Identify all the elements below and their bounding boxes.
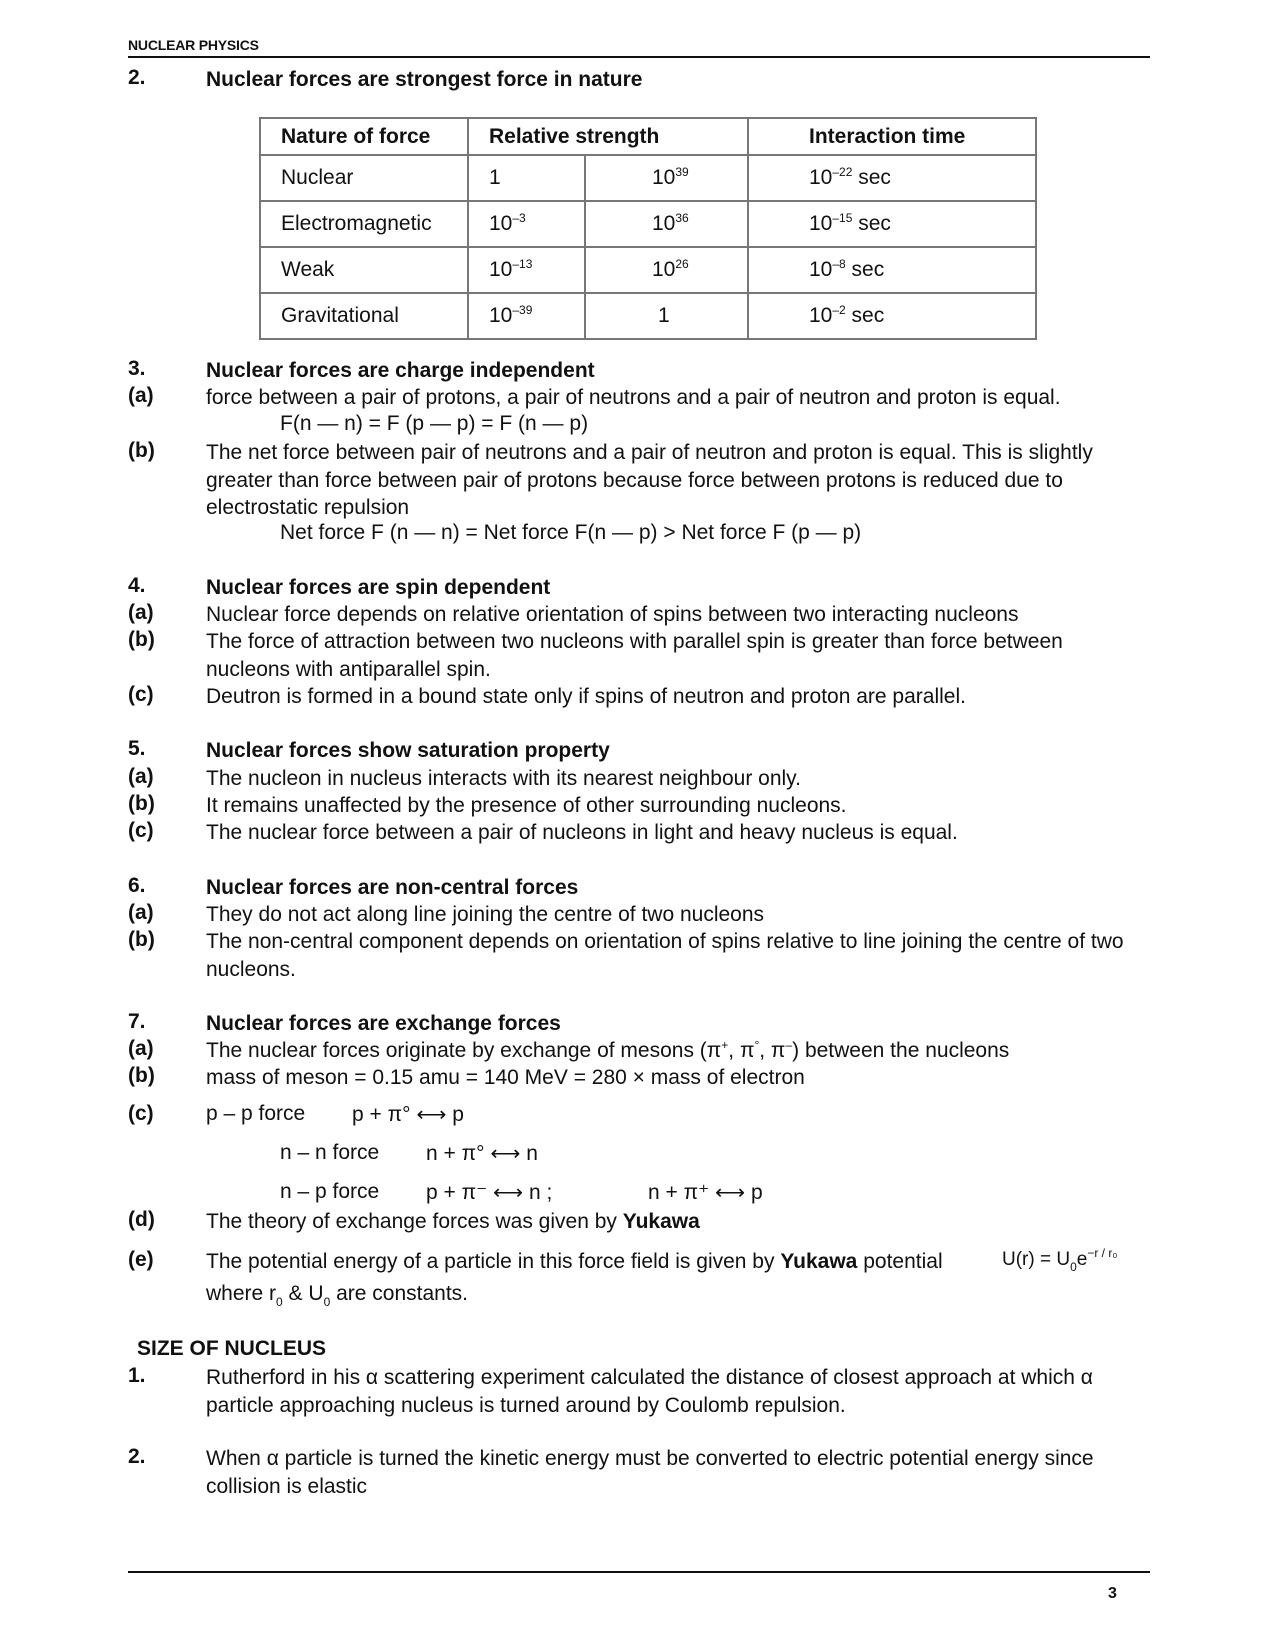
item-label: (b) bbox=[128, 792, 155, 815]
col-header-time: Interaction time bbox=[748, 118, 1036, 155]
force-name: Electromagnetic bbox=[260, 201, 468, 247]
text-part: are constants. bbox=[330, 1282, 468, 1305]
item-text bbox=[206, 1037, 1156, 1065]
exponent: −r / r₀ bbox=[1087, 1246, 1118, 1260]
section-heading: SIZE OF NUCLEUS bbox=[137, 1337, 327, 1360]
reaction-name: n – p force bbox=[280, 1180, 380, 1203]
item-text: Rutherford in his α scattering experiment calculated the distance of closest approach at which α particle approaching nucleus is turned around by Coulomb repulsion. bbox=[206, 1366, 1093, 1417]
section-number: 6. bbox=[128, 874, 146, 897]
rel-strength-b bbox=[585, 247, 748, 293]
item-label: (a) bbox=[128, 601, 154, 624]
exponent: –15 bbox=[832, 211, 853, 225]
reaction-equation: p + π° ⟷ p bbox=[352, 1103, 464, 1126]
formula-lhs: U(r) = U bbox=[1002, 1249, 1071, 1270]
exponent: –8 bbox=[832, 257, 846, 271]
item-text: The net force between pair of neutrons and a pair of neutron and proton is equal. This is slightly greater than force between pair of protons because force between protons is reduced due to electrostatic repulsion bbox=[206, 441, 1093, 519]
page-number: 3 bbox=[1108, 1585, 1117, 1602]
section-title: Nuclear forces are charge independent bbox=[206, 359, 595, 382]
rel-strength-b: 1 bbox=[585, 293, 748, 339]
section-title: Nuclear forces are spin dependent bbox=[206, 576, 551, 599]
item-label: (b) bbox=[128, 439, 155, 462]
item-text: The nuclear force between a pair of nucleons in light and heavy nucleus is equal. bbox=[206, 821, 958, 844]
item-label: 1. bbox=[128, 1364, 146, 1387]
text-part: The potential energy of a particle in this force field is given by bbox=[206, 1250, 781, 1273]
reaction-equation: n + π° ⟷ n bbox=[426, 1142, 538, 1165]
section-title: Nuclear forces are non-central forces bbox=[206, 876, 579, 899]
col-header-strength: Relative strength bbox=[468, 118, 748, 155]
rel-strength-a: 1 bbox=[468, 155, 585, 201]
exp-base: e bbox=[1076, 1249, 1088, 1270]
exponent: 39 bbox=[675, 165, 689, 179]
table-header-row bbox=[260, 118, 1036, 155]
item-label: (a) bbox=[128, 384, 154, 407]
base: 10 bbox=[489, 258, 513, 281]
item-label: (a) bbox=[128, 901, 154, 924]
section-title: Nuclear forces are exchange forces bbox=[206, 1012, 561, 1035]
section-number: 7. bbox=[128, 1010, 146, 1033]
rel-strength-b bbox=[585, 155, 748, 201]
base: 10 bbox=[809, 258, 833, 281]
item-label: (c) bbox=[128, 819, 154, 842]
force-name: Nuclear bbox=[260, 155, 468, 201]
text-part: potential bbox=[857, 1250, 943, 1273]
base: 10 bbox=[652, 166, 676, 189]
subscript: 0 bbox=[276, 1295, 283, 1309]
item-text: It remains unaffected by the presence of other surrounding nucleons. bbox=[206, 794, 847, 817]
item-text bbox=[206, 1280, 1156, 1308]
yukawa-formula bbox=[1002, 1246, 1118, 1274]
item-label: 2. bbox=[128, 1445, 146, 1468]
item-text: Nuclear force depends on relative orientation of spins between two interacting nucleons bbox=[206, 603, 1019, 626]
header-rule bbox=[128, 56, 1150, 58]
section-number: 4. bbox=[128, 574, 146, 597]
unit: sec bbox=[852, 212, 891, 235]
text-part: , π bbox=[759, 1039, 786, 1062]
interaction-time bbox=[748, 293, 1036, 339]
exponent: –22 bbox=[832, 165, 853, 179]
item-text: Deutron is formed in a bound state only if spins of neutron and proton are parallel. bbox=[206, 685, 966, 708]
text-part: The theory of exchange forces was given by bbox=[206, 1210, 623, 1233]
base: 10 bbox=[809, 212, 833, 235]
item-label: (b) bbox=[128, 628, 155, 651]
item-text: The nucleon in nucleus interacts with its nearest neighbour only. bbox=[206, 767, 801, 790]
superscript: – bbox=[785, 1038, 793, 1052]
unit: sec bbox=[845, 258, 885, 281]
item-text: mass of meson = 0.15 amu = 140 MeV = 280 × mass of electron bbox=[206, 1066, 805, 1089]
rel-strength-b bbox=[585, 201, 748, 247]
text-part: & U bbox=[282, 1282, 324, 1305]
base: 10 bbox=[652, 212, 676, 235]
yukawa-name: Yukawa bbox=[622, 1210, 700, 1233]
equation: F(n — n) = F (p — p) = F (n — p) bbox=[280, 412, 589, 435]
item-text: They do not act along line joining the centre of two nucleons bbox=[206, 903, 765, 926]
exponent: 36 bbox=[675, 211, 689, 225]
force-comparison-table bbox=[259, 117, 1037, 340]
section-title: Nuclear forces show saturation property bbox=[206, 739, 610, 762]
interaction-time bbox=[748, 155, 1036, 201]
exponent: 26 bbox=[675, 257, 689, 271]
section-number: 3. bbox=[128, 357, 146, 380]
superscript: ° bbox=[754, 1038, 760, 1052]
base: 10 bbox=[809, 304, 833, 327]
reaction-equation: n + π⁺ ⟷ p bbox=[648, 1181, 763, 1204]
reaction-name: n – n force bbox=[280, 1141, 380, 1164]
table-row bbox=[260, 155, 1036, 201]
subscript: 0 bbox=[323, 1295, 331, 1309]
interaction-time bbox=[748, 201, 1036, 247]
table-row bbox=[260, 247, 1036, 293]
item-label: (a) bbox=[128, 765, 154, 788]
equation: Net force F (n — n) = Net force F(n — p) > Net force F (p — p) bbox=[280, 521, 862, 544]
base: 10 bbox=[652, 258, 676, 281]
text-part: where r bbox=[206, 1282, 277, 1305]
item-label: (b) bbox=[128, 928, 155, 951]
reaction-name: p – p force bbox=[206, 1102, 306, 1125]
base: 10 bbox=[809, 166, 833, 189]
text-part: ) between the nucleons bbox=[792, 1039, 1010, 1062]
table-row bbox=[260, 201, 1036, 247]
running-title: NUCLEAR PHYSICS bbox=[128, 37, 259, 53]
table-row bbox=[260, 293, 1036, 339]
exponent: –3 bbox=[512, 211, 526, 225]
item-text: The non-central component depends on orientation of spins relative to line joining the centre of two nucleons. bbox=[206, 930, 1124, 981]
force-name: Weak bbox=[260, 247, 468, 293]
item-label: (d) bbox=[128, 1208, 155, 1231]
interaction-time bbox=[748, 247, 1036, 293]
text-part: , π bbox=[728, 1039, 755, 1062]
text-part: The nuclear forces originate by exchange of mesons (π bbox=[206, 1039, 722, 1062]
item-label: (e) bbox=[128, 1248, 154, 1271]
section-title: Nuclear forces are strongest force in nature bbox=[206, 68, 643, 91]
exponent: –13 bbox=[512, 257, 533, 271]
section-number: 2. bbox=[128, 66, 146, 89]
item-label: (c) bbox=[128, 1102, 154, 1125]
rel-strength-a bbox=[468, 201, 585, 247]
item-text: When α particle is turned the kinetic energy must be converted to electric potential energy since collision is elastic bbox=[206, 1447, 1094, 1498]
section-number: 5. bbox=[128, 737, 146, 760]
item-text bbox=[206, 1208, 1156, 1236]
item-label: (b) bbox=[128, 1064, 155, 1087]
rel-strength-a bbox=[468, 293, 585, 339]
rel-strength-a bbox=[468, 247, 585, 293]
item-label: (a) bbox=[128, 1037, 154, 1060]
item-text: force between a pair of protons, a pair of neutrons and a pair of neutron and proton is equal. bbox=[206, 386, 1061, 409]
exponent: –2 bbox=[832, 303, 846, 317]
subscript: 0 bbox=[1070, 1260, 1077, 1274]
exponent: –39 bbox=[512, 303, 533, 317]
superscript: + bbox=[721, 1038, 729, 1052]
unit: sec bbox=[852, 166, 891, 189]
col-header-nature: Nature of force bbox=[260, 118, 468, 155]
yukawa-name: Yukawa bbox=[780, 1250, 858, 1273]
item-label: (c) bbox=[128, 683, 154, 706]
item-text: The force of attraction between two nucleons with parallel spin is greater than force between nucleons with antiparallel spin. bbox=[206, 630, 1063, 681]
base: 10 bbox=[489, 304, 513, 327]
unit: sec bbox=[845, 304, 885, 327]
base: 10 bbox=[489, 212, 513, 235]
force-name: Gravitational bbox=[260, 293, 468, 339]
footer-rule bbox=[128, 1571, 1150, 1573]
reaction-equation: p + π⁻ ⟷ n ; bbox=[426, 1181, 553, 1204]
